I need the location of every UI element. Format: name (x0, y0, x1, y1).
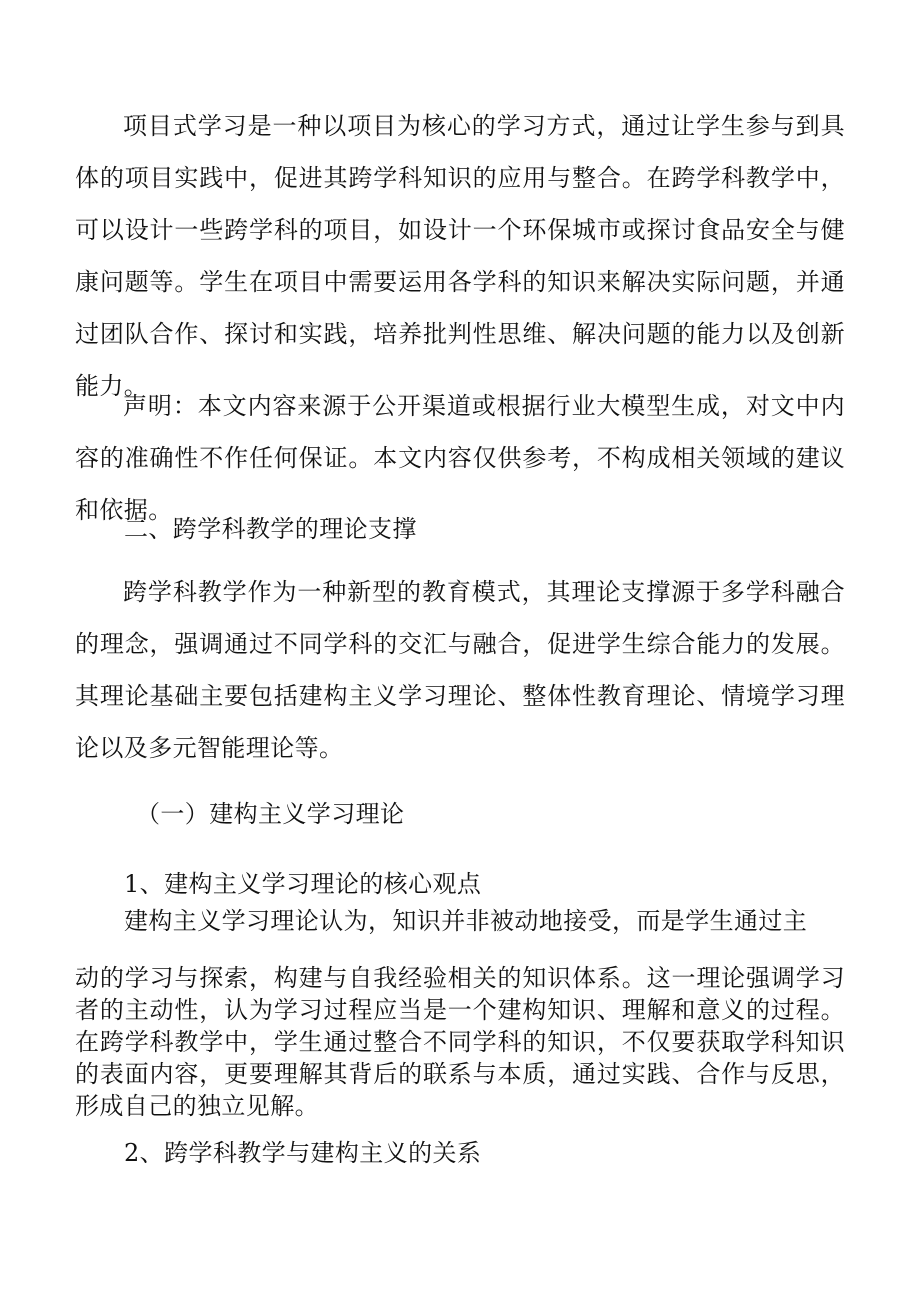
subsection-one-heading: （一）建构主义学习理论 (136, 800, 405, 828)
point-one-heading: 1、建构主义学习理论的核心观点 (124, 870, 482, 898)
section-two-heading: 二、跨学科教学的理论支撑 (124, 515, 417, 543)
point-one-lead: 建构主义学习理论认为，知识并非被动地接受，而是学生通过主 (124, 907, 808, 935)
point-two-heading: 2、跨学科教学与建构主义的关系 (124, 1139, 482, 1167)
paragraph-project-learning: 项目式学习是一种以项目为核心的学习方式，通过让学生参与到具体的项目实践中，促进其跨学科知识的应用与整合。在跨学科教学中，可以设计一些跨学科的项目，如设计一个环保城市或探讨食品安全与健康问题等。学生在项目中需要运用各学科的知识来解决实际问题，并通过团队合作、探讨和实践，培养批判性思维、解决问题的能力以及创新能力。 (75, 112, 845, 400)
disclaimer-paragraph: 声明：本文内容来源于公开渠道或根据行业大模型生成，对文中内容的准确性不作任何保证。本文内容仅供参考，不构成相关领域的建议和依据。 (75, 392, 845, 524)
point-one-body: 动的学习与探索，构建与自我经验相关的知识体系。这一理论强调学习者的主动性，认为学习过程应当是一个建构知识、理解和意义的过程。在跨学科教学中，学生通过整合不同学科的知识，不仅要获取学科知识的表面内容，更要理解其背后的联系与本质，通过实践、合作与反思，形成自己的独立见解。 (75, 964, 845, 1120)
paragraph-theory-intro: 跨学科教学作为一种新型的教育模式，其理论支撑源于多学科融合的理念，强调通过不同学科的交汇与融合，促进学生综合能力的发展。其理论基础主要包括建构主义学习理论、整体性教育理论、情境学习理论以及多元智能理论等。 (75, 578, 845, 762)
